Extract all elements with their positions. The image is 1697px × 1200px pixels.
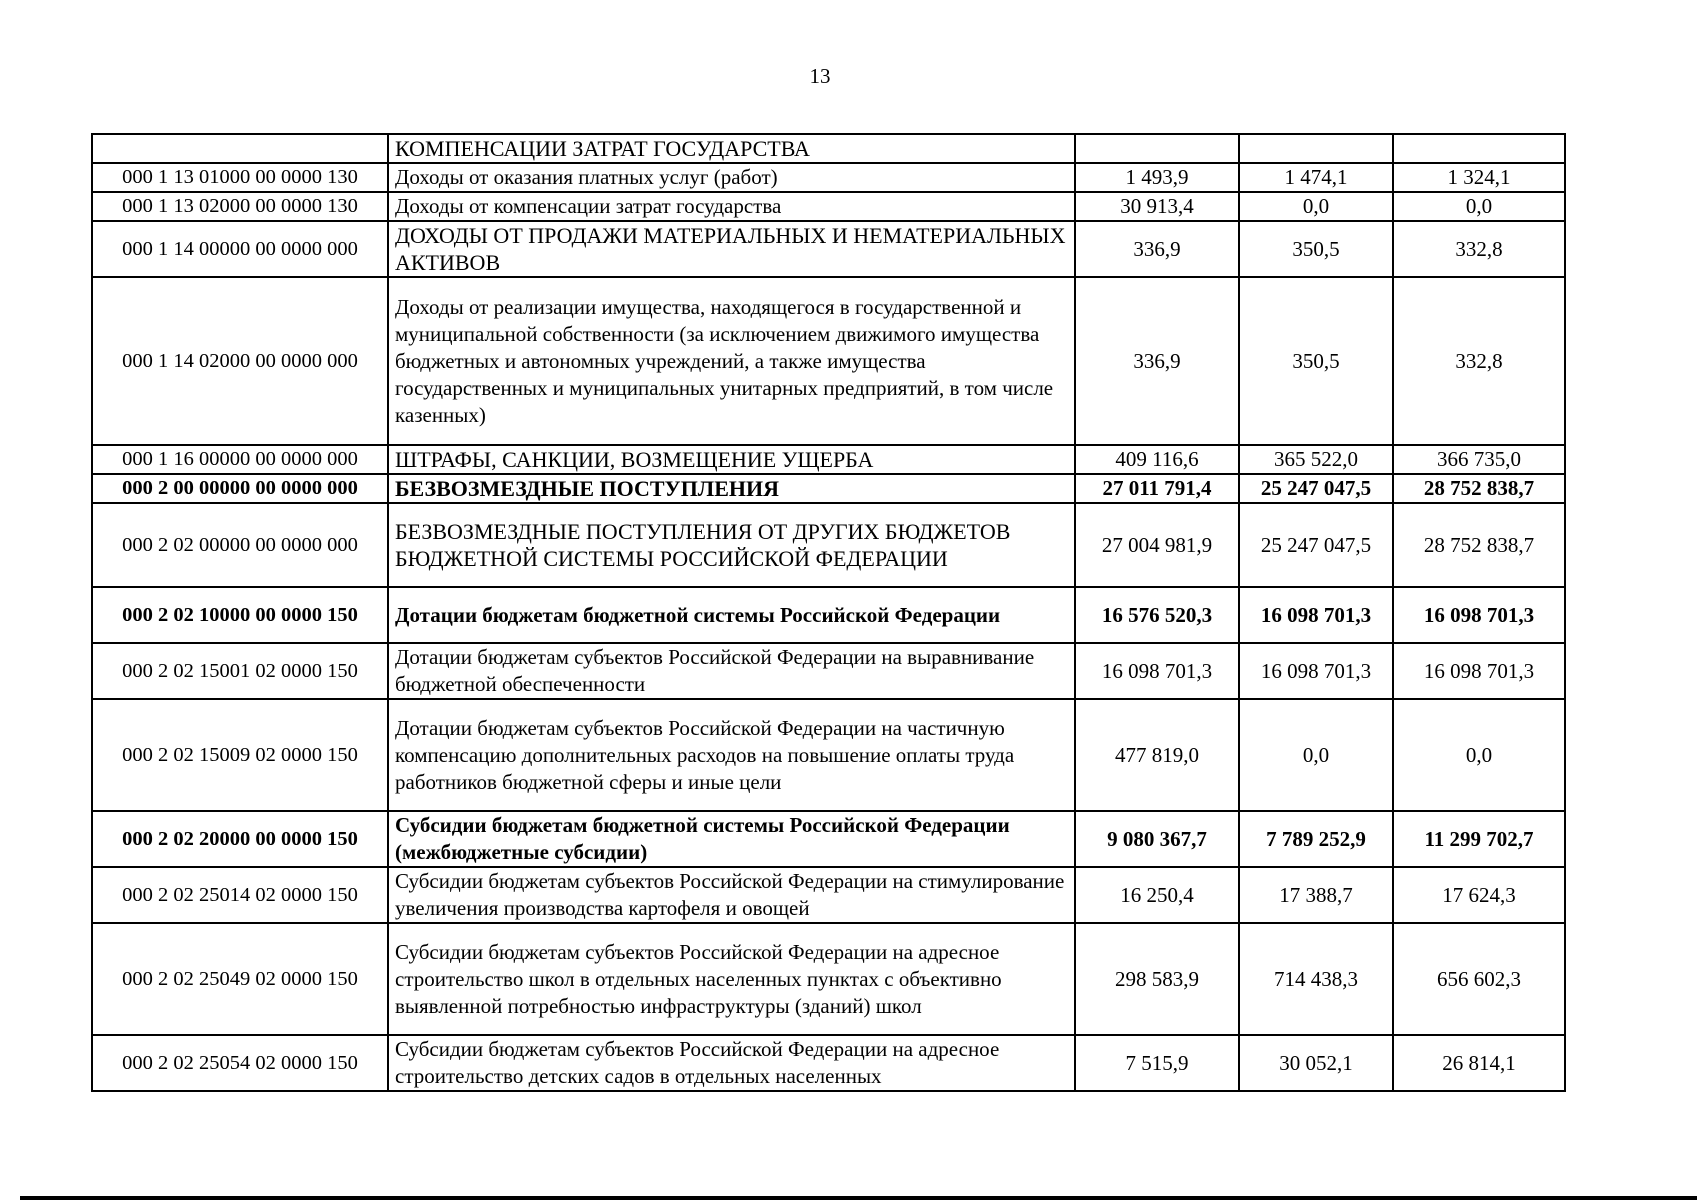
- value-col-3: 656 602,3: [1393, 923, 1565, 1035]
- budget-code: 000 1 13 02000 00 0000 130: [92, 192, 388, 221]
- budget-code: 000 1 16 00000 00 0000 000: [92, 445, 388, 474]
- value-col-2: 365 522,0: [1239, 445, 1393, 474]
- value-col-2: 25 247 047,5: [1239, 474, 1393, 503]
- budget-code: 000 2 02 15001 02 0000 150: [92, 643, 388, 699]
- value-col-3: 28 752 838,7: [1393, 474, 1565, 503]
- table-row: [92, 699, 1565, 811]
- value-col-2: 30 052,1: [1239, 1035, 1393, 1091]
- value-col-3: 366 735,0: [1393, 445, 1565, 474]
- budget-code: 000 2 02 20000 00 0000 150: [92, 811, 388, 867]
- value-col-2: 7 789 252,9: [1239, 811, 1393, 867]
- budget-code: 000 2 02 10000 00 0000 150: [92, 587, 388, 643]
- value-col-2: 1 474,1: [1239, 163, 1393, 192]
- value-col-3: 16 098 701,3: [1393, 587, 1565, 643]
- value-col-2: 714 438,3: [1239, 923, 1393, 1035]
- table-row: [92, 643, 1565, 699]
- value-col-2: 0,0: [1239, 699, 1393, 811]
- value-col-1: 16 576 520,3: [1075, 587, 1239, 643]
- value-col-3: 0,0: [1393, 699, 1565, 811]
- revenue-name: КОМПЕНСАЦИИ ЗАТРАТ ГОСУДАРСТВА: [388, 134, 1075, 163]
- revenue-name: ДОХОДЫ ОТ ПРОДАЖИ МАТЕРИАЛЬНЫХ И НЕМАТЕРИАЛЬНЫХ АКТИВОВ: [388, 221, 1075, 277]
- value-col-2: [1239, 134, 1393, 163]
- table-row: [92, 277, 1565, 445]
- budget-code: 000 1 13 01000 00 0000 130: [92, 163, 388, 192]
- budget-code: 000 2 02 25054 02 0000 150: [92, 1035, 388, 1091]
- revenue-name: Субсидии бюджетам бюджетной системы Российской Федерации (межбюджетные субсидии): [388, 811, 1075, 867]
- revenue-name: Доходы от реализации имущества, находящегося в государственной и муниципальной собственности (за исключением движимого имущества бюджетных и автономных учреждений, а также имущества государственных и муниципальных унитарных предприятий, в том числе казенных): [388, 277, 1075, 445]
- budget-code: 000 2 02 00000 00 0000 000: [92, 503, 388, 587]
- value-col-3: 332,8: [1393, 221, 1565, 277]
- table-row: [92, 134, 1565, 163]
- value-col-2: 350,5: [1239, 277, 1393, 445]
- value-col-3: 11 299 702,7: [1393, 811, 1565, 867]
- revenue-name: Доходы от оказания платных услуг (работ): [388, 163, 1075, 192]
- value-col-1: 409 116,6: [1075, 445, 1239, 474]
- table-row: [92, 867, 1565, 923]
- value-col-3: 28 752 838,7: [1393, 503, 1565, 587]
- revenue-name: Субсидии бюджетам субъектов Российской Федерации на адресное строительство школ в отдельных населенных пунктах с объективно выявленной потребностью инфраструктуры (зданий) школ: [388, 923, 1075, 1035]
- table-row: [92, 923, 1565, 1035]
- value-col-3: 17 624,3: [1393, 867, 1565, 923]
- table-row: [92, 1035, 1565, 1091]
- budget-code: 000 2 02 25014 02 0000 150: [92, 867, 388, 923]
- value-col-1: 16 250,4: [1075, 867, 1239, 923]
- budget-code: 000 2 02 25049 02 0000 150: [92, 923, 388, 1035]
- table-row: [92, 587, 1565, 643]
- value-col-2: 0,0: [1239, 192, 1393, 221]
- value-col-2: 16 098 701,3: [1239, 643, 1393, 699]
- table-row: [92, 163, 1565, 192]
- table-row: [92, 221, 1565, 277]
- value-col-1: 336,9: [1075, 221, 1239, 277]
- value-col-3: 16 098 701,3: [1393, 643, 1565, 699]
- revenue-name: Субсидии бюджетам субъектов Российской Федерации на адресное строительство детских садов в отдельных населенных: [388, 1035, 1075, 1091]
- value-col-3: [1393, 134, 1565, 163]
- value-col-3: 332,8: [1393, 277, 1565, 445]
- budget-code: 000 1 14 02000 00 0000 000: [92, 277, 388, 445]
- value-col-1: 477 819,0: [1075, 699, 1239, 811]
- revenue-name: Дотации бюджетам субъектов Российской Федерации на частичную компенсацию дополнительных расходов на повышение оплаты труда работников бюджетной сферы и иные цели: [388, 699, 1075, 811]
- revenue-name: Дотации бюджетам субъектов Российской Федерации на выравнивание бюджетной обеспеченности: [388, 643, 1075, 699]
- value-col-1: 1 493,9: [1075, 163, 1239, 192]
- budget-revenue-table: [91, 133, 1566, 1092]
- page-number: 13: [809, 64, 831, 88]
- table-row: [92, 503, 1565, 587]
- value-col-1: 27 004 981,9: [1075, 503, 1239, 587]
- revenue-name: Субсидии бюджетам субъектов Российской Федерации на стимулирование увеличения производства картофеля и овощей: [388, 867, 1075, 923]
- revenue-name: БЕЗВОЗМЕЗДНЫЕ ПОСТУПЛЕНИЯ: [388, 474, 1075, 503]
- table-row: [92, 445, 1565, 474]
- budget-code: 000 2 00 00000 00 0000 000: [92, 474, 388, 503]
- value-col-3: 1 324,1: [1393, 163, 1565, 192]
- budget-code: 000 1 14 00000 00 0000 000: [92, 221, 388, 277]
- revenue-name: Дотации бюджетам бюджетной системы Российской Федерации: [388, 587, 1075, 643]
- value-col-2: 350,5: [1239, 221, 1393, 277]
- table-row: [92, 474, 1565, 503]
- value-col-1: 9 080 367,7: [1075, 811, 1239, 867]
- value-col-1: 7 515,9: [1075, 1035, 1239, 1091]
- revenue-name: ШТРАФЫ, САНКЦИИ, ВОЗМЕЩЕНИЕ УЩЕРБА: [388, 445, 1075, 474]
- value-col-1: [1075, 134, 1239, 163]
- value-col-1: 30 913,4: [1075, 192, 1239, 221]
- value-col-1: 27 011 791,4: [1075, 474, 1239, 503]
- revenue-name: БЕЗВОЗМЕЗДНЫЕ ПОСТУПЛЕНИЯ ОТ ДРУГИХ БЮДЖЕТОВ БЮДЖЕТНОЙ СИСТЕМЫ РОССИЙСКОЙ ФЕДЕРАЦИИ: [388, 503, 1075, 587]
- value-col-1: 16 098 701,3: [1075, 643, 1239, 699]
- value-col-1: 298 583,9: [1075, 923, 1239, 1035]
- value-col-3: 0,0: [1393, 192, 1565, 221]
- value-col-2: 16 098 701,3: [1239, 587, 1393, 643]
- bottom-edge-rule: [20, 1196, 1697, 1200]
- value-col-1: 336,9: [1075, 277, 1239, 445]
- value-col-3: 26 814,1: [1393, 1035, 1565, 1091]
- revenue-name: Доходы от компенсации затрат государства: [388, 192, 1075, 221]
- budget-code: [92, 134, 388, 163]
- budget-code: 000 2 02 15009 02 0000 150: [92, 699, 388, 811]
- table-row: [92, 811, 1565, 867]
- value-col-2: 25 247 047,5: [1239, 503, 1393, 587]
- value-col-2: 17 388,7: [1239, 867, 1393, 923]
- table-row: [92, 192, 1565, 221]
